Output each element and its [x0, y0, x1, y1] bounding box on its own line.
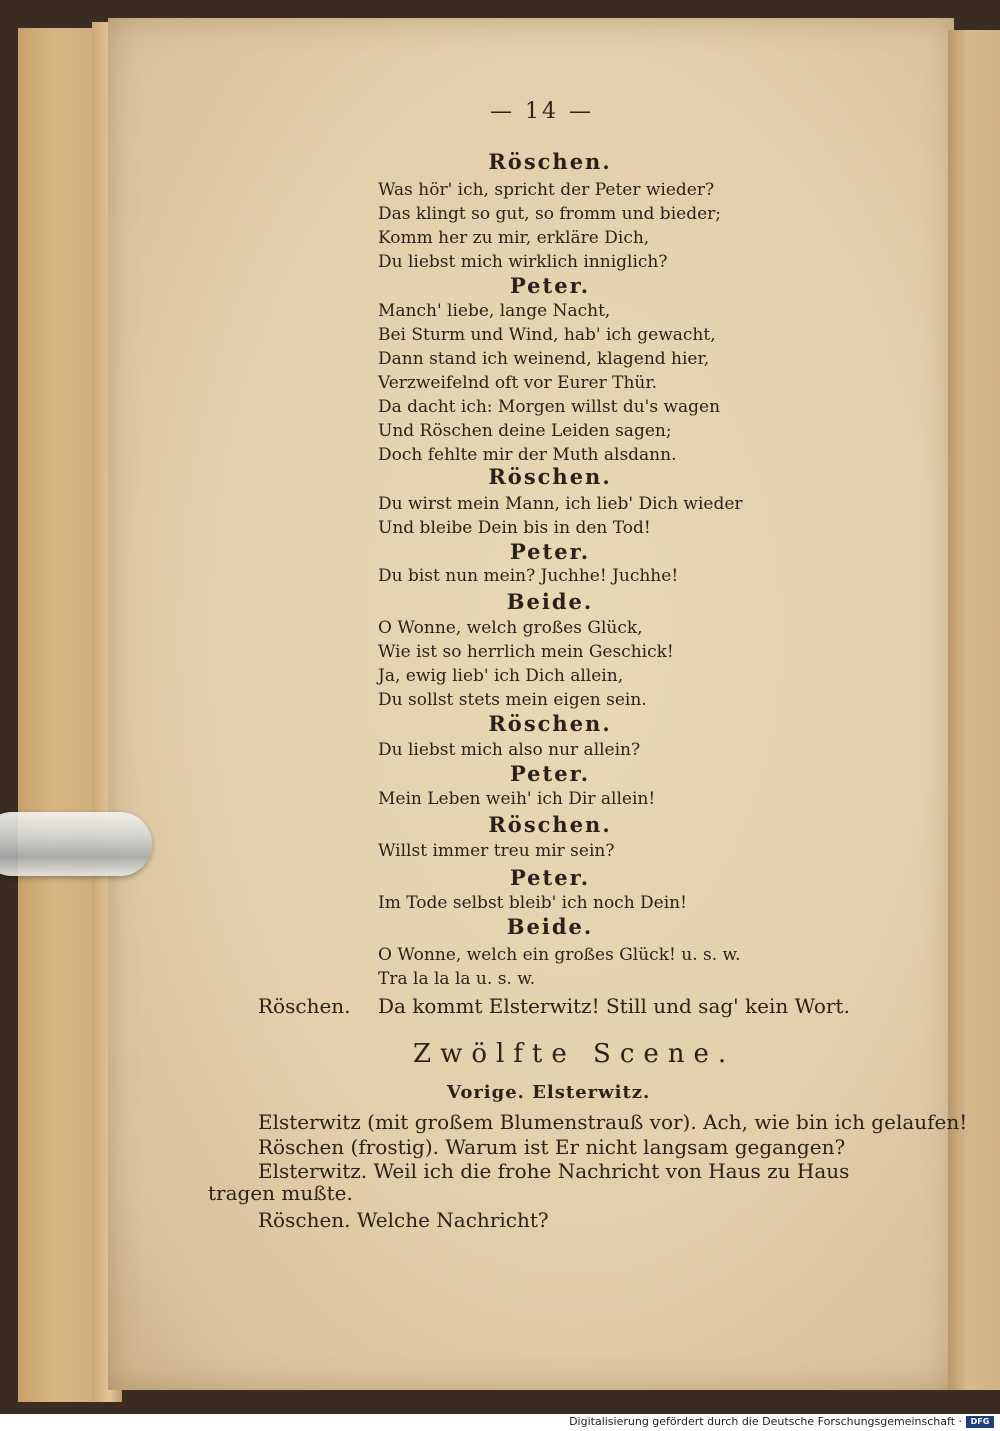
verse-line: Du liebst mich wirklich inniglich?	[378, 252, 668, 272]
verse-line: Willst immer treu mir sein?	[378, 841, 615, 861]
verse-line: Bei Sturm und Wind, hab' ich gewacht,	[378, 325, 716, 345]
scene-cast: Vorige. Elsterwitz.	[447, 1082, 651, 1103]
verse-line: Und bleibe Dein bis in den Tod!	[378, 518, 651, 538]
prose-line: Röschen (frostig). Warum ist Er nicht langsam gegangen?	[258, 1135, 846, 1159]
verse-line: Was hör' ich, spricht der Peter wieder?	[378, 180, 715, 200]
verse-line: Und Röschen deine Leiden sagen;	[378, 421, 672, 441]
verse-line: Komm her zu mir, erkläre Dich,	[378, 228, 650, 248]
verse-line: Dann stand ich weinend, klagend hier,	[378, 349, 710, 369]
prose-line: Röschen. Welche Nachricht?	[258, 1208, 549, 1232]
verse-line: Doch fehlte mir der Muth alsdann.	[378, 445, 677, 465]
speaker-heading: Beide.	[506, 914, 594, 939]
speaker-heading: Peter.	[509, 865, 591, 890]
scene-title: Zwölfte Scene.	[413, 1039, 736, 1069]
verse-line: Du sollst stets mein eigen sein.	[378, 690, 647, 710]
right-page-edge	[948, 30, 1000, 1390]
speaker-heading: Peter.	[509, 539, 591, 564]
verse-line: Du liebst mich also nur allein?	[378, 740, 641, 760]
prose-line: tragen mußte.	[208, 1181, 353, 1205]
dialogue-text: Da kommt Elsterwitz! Still und sag' kein Wort.	[378, 994, 850, 1018]
verse-line: Tra la la la u. s. w.	[378, 969, 536, 989]
dialogue-speaker: Röschen.	[258, 994, 351, 1018]
speaker-heading: Peter.	[509, 273, 591, 298]
footer-bar	[0, 1414, 1000, 1431]
speaker-heading: Peter.	[509, 761, 591, 786]
speaker-heading: Röschen.	[488, 149, 612, 174]
footer-credit: Digitalisierung gefördert durch die Deutsche Forschungsgemeinschaft ·	[569, 1415, 962, 1428]
page-number: — 14 —	[490, 99, 594, 124]
dfg-logo: DFG	[966, 1416, 994, 1428]
speaker-heading: Röschen.	[488, 812, 612, 837]
verse-line: Im Tode selbst bleib' ich noch Dein!	[378, 893, 687, 913]
verse-line: Mein Leben weih' ich Dir allein!	[378, 789, 656, 809]
verse-line: Verzweifelnd oft vor Eurer Thür.	[378, 373, 658, 393]
verse-line: Du wirst mein Mann, ich lieb' Dich wieder	[378, 494, 743, 514]
speaker-heading: Röschen.	[488, 711, 612, 736]
verse-line: Wie ist so herrlich mein Geschick!	[378, 642, 674, 662]
verse-line: O Wonne, welch ein großes Glück! u. s. w.	[378, 945, 741, 965]
verse-line: Du bist nun mein? Juchhe! Juchhe!	[378, 566, 679, 586]
verse-line: Ja, ewig lieb' ich Dich allein,	[378, 666, 624, 686]
verse-line: Das klingt so gut, so fromm und bieder;	[378, 204, 721, 224]
prose-line: Elsterwitz. Weil ich die frohe Nachricht von Haus zu Haus	[258, 1159, 850, 1183]
verse-line: O Wonne, welch großes Glück,	[378, 618, 643, 638]
speaker-heading: Beide.	[506, 589, 594, 614]
speaker-heading: Röschen.	[488, 464, 612, 489]
verse-line: Manch' liebe, lange Nacht,	[378, 301, 611, 321]
verse-line: Da dacht ich: Morgen willst du's wagen	[378, 397, 721, 417]
prose-line: Elsterwitz (mit großem Blumenstrauß vor). Ach, wie bin ich gelaufen!	[258, 1110, 968, 1134]
